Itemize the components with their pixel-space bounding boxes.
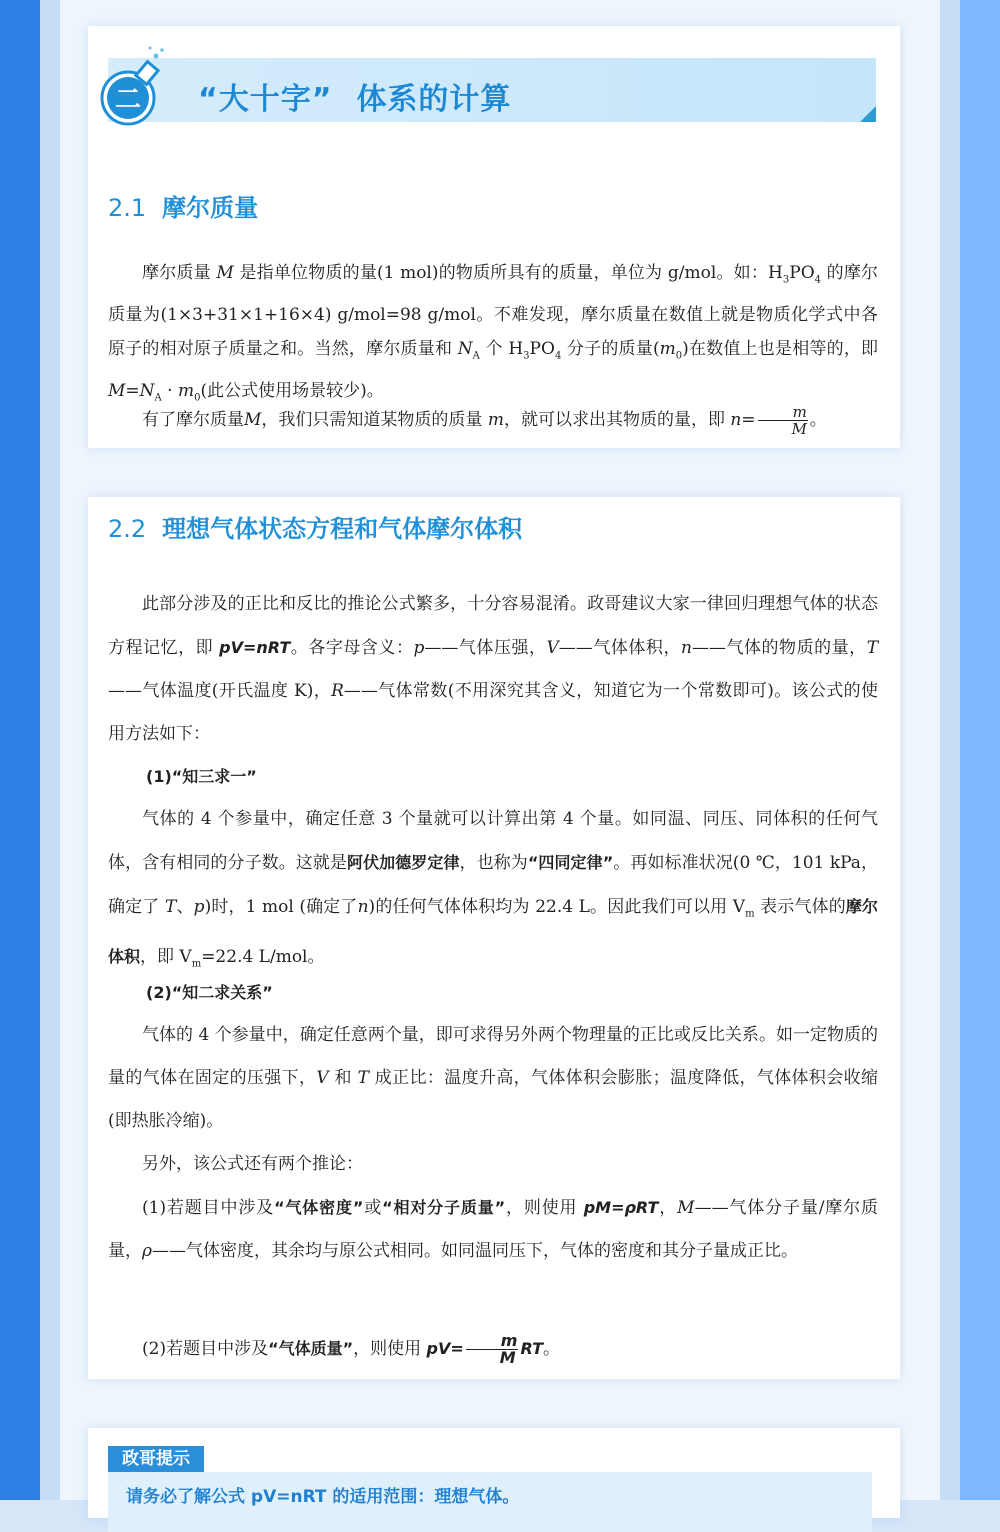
section-title-2-2	[108, 509, 522, 544]
chapter-number: 二	[114, 85, 142, 115]
flask-icon	[100, 42, 200, 132]
paragraph-corollary-2: (2)若题目中涉及“气体质量”，则使用 pV= m M RT。	[142, 1331, 560, 1367]
chapter-title-part1: “大十字”	[198, 82, 333, 117]
section-card-2-1	[88, 26, 900, 448]
section-title-text: 摩尔质量	[162, 194, 259, 222]
paragraph-know-two: 气体的 4 个参量中，确定任意两个量，即可求得另外两个物理量的正比或反比关系。如一定物质的量的气体在固定的压强下，V 和 T 成正比：温度升高，气体体积会膨胀；温度降低，气体体积会收缩(即热胀冷缩)。	[108, 1025, 879, 1131]
banner-corner-triangle	[860, 106, 876, 122]
fraction-m-over-M: m M	[466, 1333, 519, 1366]
left-edge-inner	[40, 0, 60, 1500]
paragraph-know-three: 气体的 4 个参量中，确定任意 3 个量就可以计算出第 4 个量。如同温、同压、同体积的任何气体，含有相同的分子数。这就是阿伏加德罗定律，也称为“四同定律”。再如标准状况(0 ℃，101 kPa，确定了 T、p)时，1 mol (确定了n)的任何气体体积均为 22.4 L。因此我们可以用 $V_m$ 表示气体的摩尔体积，即 $V_m=22.4$ L/mol。	[108, 809, 879, 970]
section-card-2-2	[88, 497, 900, 1379]
subheading-know-three: (1)“知三求一”	[146, 767, 257, 786]
section-title-2-1	[108, 188, 258, 223]
chapter-title	[198, 74, 511, 118]
section-title-text: 理想气体状态方程和气体摩尔体积	[162, 515, 523, 543]
document-page	[60, 0, 940, 1507]
paragraph-corollaries-intro: 另外，该公式还有两个推论：	[142, 1154, 363, 1174]
section-number: 2.1	[108, 194, 147, 222]
fraction-m-over-M: $\frac{m}{M}$	[758, 404, 808, 437]
paragraph-intro: 此部分涉及的正比和反比的推论公式繁多，十分容易混淆。政哥建议大家一律回归理想气体的状态方程记忆，即 pV=nRT。各字母含义：p——气体压强，V——气体体积，n——气体的物质的量，T——气体温度(开氏温度 K)，R——气体常数(不用深究其含义，知道它为一个常数即可)。该公式的使用方法如下：	[108, 594, 879, 744]
paragraph-amount-formula: 有了摩尔质量M，我们只需知道某物质的质量 m，就可以求出其物质的量，即 n= $\frac{m}{M}$ 。	[142, 403, 827, 438]
paragraph-molar-mass: 摩尔质量 M 是指单位物质的量(1 mol)的物质所具有的质量，单位为 g/mol。如：$H_3PO_4$ 的摩尔质量为(1×3+31×1+16×4) g/mol=98 g/mol。不难发现，摩尔质量在数值上就是物质化学式中各原子的相对原子质量之和。当然，摩尔质量和 $N_A$ 个 $H_3PO_4$ 分子的质量$(m_0)$在数值上也是相等的，即 $M=N_A \cdot m_0$(此公式使用场景较少)。	[108, 263, 879, 404]
left-edge-stripe	[0, 0, 40, 1500]
subheading-know-two: (2)“知二求关系”	[146, 983, 273, 1002]
right-edge-stripe	[960, 0, 1000, 1500]
section-number: 2.2	[108, 515, 147, 543]
tip-card	[88, 1428, 900, 1518]
tip-label: 政哥提示	[108, 1446, 204, 1472]
right-edge-inner	[940, 0, 960, 1500]
tip-text: 请务必了解公式 pV=nRT 的适用范围：理想气体。	[126, 1487, 520, 1507]
chapter-title-part2: 体系的计算	[356, 82, 512, 117]
paragraph-corollary-1: (1)若题目中涉及“气体密度”或“相对分子质量”，则使用 pM=ρRT，M——气体分子量/摩尔质量，ρ——气体密度，其余均与原公式相同。如同温同压下，气体的密度和其分子量成正比。	[108, 1198, 879, 1261]
